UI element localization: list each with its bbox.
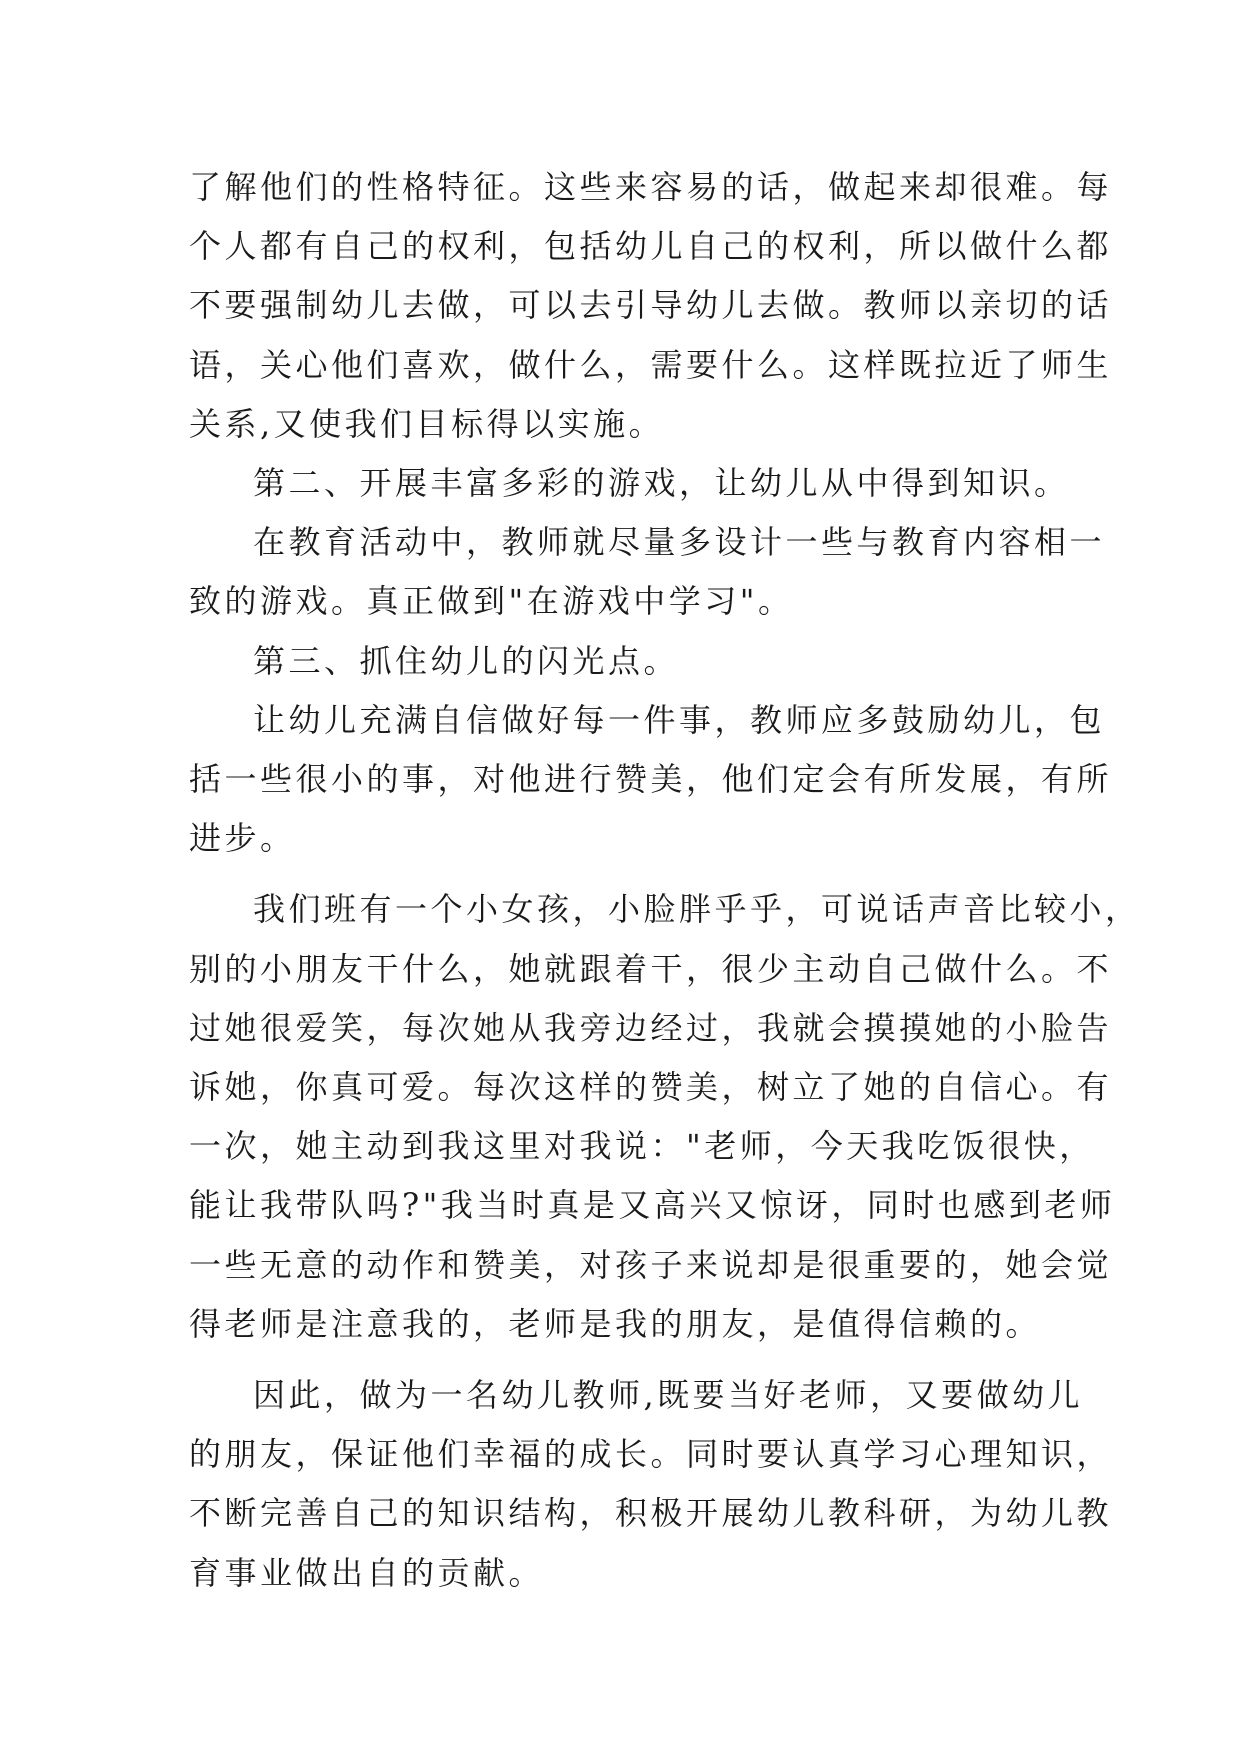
text-line: 不断完善自己的知识结构，积极开展幼儿教科研，为幼儿教 [189,1494,1113,1533]
paragraph-4 [189,880,1141,1354]
text-line: 让幼儿充满自信做好每一件事，教师应多鼓励幼儿，包 [253,700,1106,739]
text-line: 不要强制幼儿去做，可以去引导幼儿去做。教师以亲切的话 [189,286,1113,325]
paragraph-5 [189,1366,1113,1603]
text-line: 能让我带队吗?"我当时真是又高兴又惊讶，同时也感到老师 [189,1186,1116,1225]
text-line: 因此，做为一名幼儿教师,既要当好老师，又要做幼儿 [253,1376,1084,1415]
text-line: 诉她，你真可爱。每次这样的赞美，树立了她的自信心。有 [189,1068,1113,1107]
text-line: 关系,又使我们目标得以实施。 [189,404,665,443]
text-line: 一些无意的动作和赞美，对孩子来说却是很重要的，她会觉 [189,1245,1113,1284]
text-line: 致的游戏。真正做到"在游戏中学习"。 [189,582,794,621]
paragraph-1 [189,158,1113,454]
heading-two [189,454,1070,513]
text-line: 在教育活动中，教师就尽量多设计一些与教育内容相一 [253,523,1106,562]
text-line: 个人都有自己的权利，包括幼儿自己的权利，所以做什么都 [189,227,1113,266]
paragraph-2 [189,513,1106,631]
heading-three [189,632,1051,691]
document-body [189,158,1141,1603]
text-line: 了解他们的性格特征。这些来容易的话，做起来却很难。每 [189,168,1113,206]
paragraph-3 [189,691,1113,869]
text-line: 的朋友，保证他们幸福的成长。同时要认真学习心理知识， [189,1435,1113,1474]
text-line: 语，关心他们喜欢，做什么，需要什么。这样既拉近了师生 [189,345,1113,384]
text-line: 我们班有一个小女孩，小脸胖乎乎，可说话声音比较小， [253,890,1141,929]
text-line: 括一些很小的事，对他进行赞美，他们定会有所发展，有所 [189,760,1113,799]
text-line: 一次，她主动到我这里对我说："老师，今天我吃饭很快， [189,1127,1095,1166]
text-line: 育事业做出自的贡献。 [189,1553,545,1592]
text-line: 第二、开展丰富多彩的游戏，让幼儿从中得到知识。 [253,464,1070,503]
text-line: 进步。 [189,819,296,858]
text-line: 别的小朋友干什么，她就跟着干，很少主动自己做什么。不 [189,949,1113,988]
text-line: 第三、抓住幼儿的闪光点。 [253,641,680,680]
text-line: 过她很爱笑，每次她从我旁边经过，我就会摸摸她的小脸告 [189,1008,1113,1047]
text-line: 得老师是注意我的，老师是我的朋友，是值得信赖的。 [189,1304,1042,1343]
